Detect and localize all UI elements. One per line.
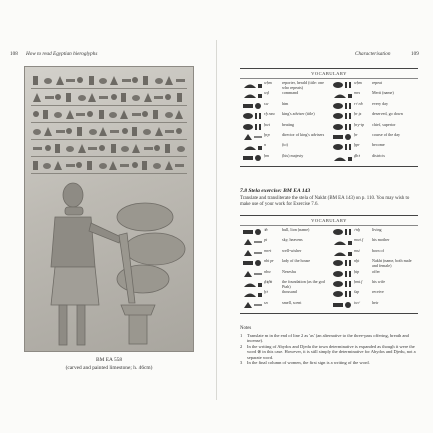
vocab-transliteration: wḥm bbox=[354, 80, 362, 85]
vocab-meaning: command bbox=[282, 90, 299, 96]
vocab-meaning: beating bbox=[282, 121, 295, 127]
vocabulary-entry bbox=[242, 259, 326, 269]
figure-head bbox=[63, 183, 83, 207]
vocab-meaning: receive bbox=[372, 289, 384, 295]
glyph-sun-icon bbox=[332, 102, 354, 110]
vocab-meaning: king's adviser (title) bbox=[282, 111, 315, 117]
vocab-meaning: him bbox=[282, 100, 289, 106]
vocab-transliteration: ḥr bbox=[354, 131, 358, 137]
vocab-transliteration: wḏ bbox=[264, 90, 269, 96]
vocabulary-entry bbox=[242, 301, 326, 311]
vocab-transliteration: wḥm bbox=[264, 80, 272, 85]
offering-stand bbox=[129, 312, 147, 344]
notes-list bbox=[240, 333, 418, 365]
vocab-transliteration: mrrt bbox=[264, 247, 272, 253]
glyph-sky-icon bbox=[242, 238, 264, 246]
vocab-transliteration: sn bbox=[264, 299, 268, 305]
figure-kilt bbox=[51, 267, 99, 305]
vocab-meaning: thousand bbox=[282, 289, 297, 295]
glyph-lion-icon bbox=[242, 228, 264, 236]
stela-photo bbox=[24, 66, 194, 352]
vocab-meaning: (to) bbox=[282, 142, 288, 148]
vocab-meaning: (his) majesty bbox=[282, 152, 304, 158]
note-number: 3 bbox=[240, 360, 243, 366]
vocab-transliteration: mrs bbox=[354, 90, 361, 96]
vocab-meaning: heir bbox=[372, 299, 379, 305]
glyph-arm-stick-icon bbox=[242, 91, 264, 99]
glyph-arm-icon bbox=[242, 123, 264, 131]
vocab-transliteration: n bbox=[264, 142, 267, 148]
glyph-ankh-icon bbox=[332, 228, 354, 236]
vocab-meaning: become bbox=[372, 142, 385, 148]
vocab-meaning: bull, lion (name) bbox=[282, 227, 310, 232]
glyph-rope-icon bbox=[332, 280, 354, 288]
vocabulary-entry bbox=[242, 154, 326, 164]
glyph-man-staff-icon bbox=[242, 133, 264, 141]
vocab-meaning: deserved, go down bbox=[372, 111, 403, 117]
note-number: 2 bbox=[240, 343, 243, 349]
glyph-nose-icon bbox=[242, 301, 264, 309]
glyph-woman-icon bbox=[242, 259, 264, 267]
vocab-meaning: the foundation (as the god Ptah) bbox=[282, 278, 325, 289]
vocab-transliteration: ḥr ṯs bbox=[354, 111, 362, 117]
glyph-bowl-icon bbox=[332, 270, 354, 278]
glyph-house-icon bbox=[332, 123, 354, 131]
offering-goods-top bbox=[117, 203, 173, 231]
offering-goods-mid bbox=[125, 233, 185, 265]
note-item bbox=[240, 344, 418, 360]
vocabulary-entry bbox=[332, 154, 416, 164]
right-page-number: 109 bbox=[411, 51, 419, 57]
vocabulary-entry bbox=[242, 112, 326, 122]
vocab-meaning: repeat bbox=[372, 80, 382, 85]
vocab-meaning: his mother bbox=[372, 237, 390, 243]
glyph-seated-man-icon bbox=[242, 81, 264, 89]
vocab-transliteration: sw bbox=[264, 100, 269, 106]
vocabulary-entry bbox=[332, 112, 416, 122]
vocabulary-title: VOCABULARY bbox=[240, 216, 418, 226]
glyph-reed-bird-icon bbox=[242, 112, 264, 120]
vocabulary-box-2 bbox=[240, 215, 418, 314]
glyph-scroll-icon bbox=[332, 154, 354, 162]
vocab-transliteration: ḥm bbox=[264, 152, 270, 158]
vocab-transliteration: nbt pr bbox=[264, 258, 274, 264]
stela-relief-scene bbox=[25, 67, 194, 352]
right-running-head: Characterisation bbox=[355, 51, 391, 57]
vocab-meaning: every day bbox=[372, 100, 389, 106]
vocab-meaning: smell, scent bbox=[282, 299, 302, 305]
glyph-feather-icon bbox=[332, 238, 354, 246]
glyph-standard-icon bbox=[242, 280, 264, 288]
figure-neck bbox=[65, 207, 83, 215]
left-page-number: 108 bbox=[10, 51, 18, 57]
figure-arm bbox=[89, 223, 121, 243]
vocab-transliteration: ḥwt bbox=[264, 121, 270, 127]
page-gutter bbox=[216, 40, 217, 400]
note-item bbox=[240, 333, 418, 344]
glyph-eye-icon bbox=[242, 249, 264, 257]
note-text: In the writing of Abydos and Djedu the town determinative is expanded as though it were the word ⊗ in this case. However, it is still simply the determinative for Abydos and Djedu, not a separate word. bbox=[247, 343, 416, 360]
notes-heading: Notes bbox=[240, 326, 252, 331]
vocab-meaning: Neseshu bbox=[282, 268, 296, 274]
glyph-bird-icon bbox=[332, 91, 354, 99]
glyph-plant-icon bbox=[242, 290, 264, 298]
vocab-meaning: living bbox=[372, 227, 382, 232]
vocab-transliteration: ḏꜣḏꜣt bbox=[264, 278, 273, 284]
offering-bowl bbox=[121, 305, 155, 315]
vocab-transliteration: ḥmt.f bbox=[354, 278, 363, 284]
vocabulary-title: VOCABULARY bbox=[240, 69, 418, 79]
figure-caption-detail: (carved and painted limestone; h. 46cm) bbox=[65, 365, 153, 371]
vocabulary-entry bbox=[332, 301, 416, 311]
left-running-head: How to read Egyptian hieroglyphs bbox=[26, 51, 98, 57]
vocab-meaning: well-wisher bbox=[282, 247, 302, 253]
glyph-seated-woman-icon bbox=[332, 249, 354, 257]
vocab-meaning: sky, heavens bbox=[282, 237, 303, 243]
vocab-transliteration: nbw bbox=[264, 268, 271, 274]
vocab-transliteration: šsp bbox=[354, 289, 360, 295]
figure-torso bbox=[51, 217, 95, 267]
glyph-loop-icon bbox=[242, 102, 264, 110]
vocab-transliteration: ḥry-tp bbox=[354, 121, 365, 127]
vocab-transliteration: mwt.f bbox=[354, 237, 363, 243]
glyph-road-icon bbox=[332, 133, 354, 141]
exercise-text: Translate and transliterate the stela of Nakht (BM EA 143) on p. 110. You may wish to make use of your work for Exercise 7.6. bbox=[240, 196, 410, 207]
glyph-hare-icon bbox=[242, 154, 264, 162]
vocab-transliteration: ḫꜣ bbox=[264, 289, 268, 295]
vocab-transliteration: nḫt bbox=[354, 258, 360, 264]
vocab-transliteration: rꜥ nb bbox=[354, 100, 363, 106]
vocabulary-entry bbox=[332, 259, 416, 269]
note-item bbox=[240, 360, 418, 365]
figure-leg-right bbox=[77, 305, 85, 345]
glyph-flag-icon bbox=[332, 301, 354, 309]
glyph-bread-icon bbox=[332, 143, 354, 151]
vocab-meaning: his wife bbox=[372, 278, 386, 284]
vocab-meaning: reporter, herald (title: one who repeats) bbox=[282, 80, 324, 90]
vocab-meaning: Nakht (name, both male and female) bbox=[372, 258, 412, 268]
vocab-meaning: districts bbox=[372, 152, 385, 158]
vocab-transliteration: iwꜥ bbox=[354, 299, 360, 305]
glyph-water-icon bbox=[242, 143, 264, 151]
vocab-meaning: born of bbox=[372, 247, 384, 253]
vocab-transliteration: ḥtp bbox=[354, 268, 360, 274]
vocabulary-grid bbox=[240, 226, 418, 313]
vocabulary-box-1 bbox=[240, 68, 418, 167]
vocab-transliteration: msi bbox=[354, 247, 360, 253]
vocab-meaning: Merti (name) bbox=[372, 90, 394, 96]
vocab-transliteration: pt bbox=[264, 237, 268, 243]
vocab-transliteration: rḫ nsw bbox=[264, 111, 276, 117]
glyph-dots-icon bbox=[332, 290, 354, 298]
vocab-meaning: lady of the house bbox=[282, 258, 311, 264]
vocabulary-grid bbox=[240, 79, 418, 166]
vocab-transliteration: ḏbꜣ bbox=[354, 152, 360, 158]
glyph-vulture-icon bbox=[242, 270, 264, 278]
vocab-meaning: chief, superior bbox=[372, 121, 396, 127]
figure-leg-left bbox=[59, 305, 67, 345]
glyph-owl-icon bbox=[332, 259, 354, 267]
vocab-meaning: course of the day bbox=[372, 131, 401, 137]
vocab-meaning: offer bbox=[372, 268, 380, 274]
note-text: Translate m in the end of line 2 as 'as' (an alternative to the three-pass offering, breath and incense). bbox=[247, 333, 409, 344]
vocab-transliteration: ꜥnḫ bbox=[354, 227, 361, 232]
vocab-transliteration: ḫpr bbox=[354, 142, 360, 148]
vocab-transliteration: ḫrp bbox=[264, 131, 270, 137]
exercise-title: 7.8 Stela exercise: BM EA 143 bbox=[240, 188, 311, 194]
glyph-basket-icon bbox=[332, 112, 354, 120]
vocab-meaning: director of king's advisers bbox=[282, 131, 325, 137]
vocab-transliteration: ꜣb bbox=[264, 227, 268, 232]
note-text: In the final column of women, the first sign is a writing of the word. bbox=[247, 360, 370, 366]
figure-caption-title: BM EA 558 bbox=[95, 357, 123, 363]
note-number: 1 bbox=[240, 333, 243, 338]
glyph-rope-icon bbox=[332, 81, 354, 89]
